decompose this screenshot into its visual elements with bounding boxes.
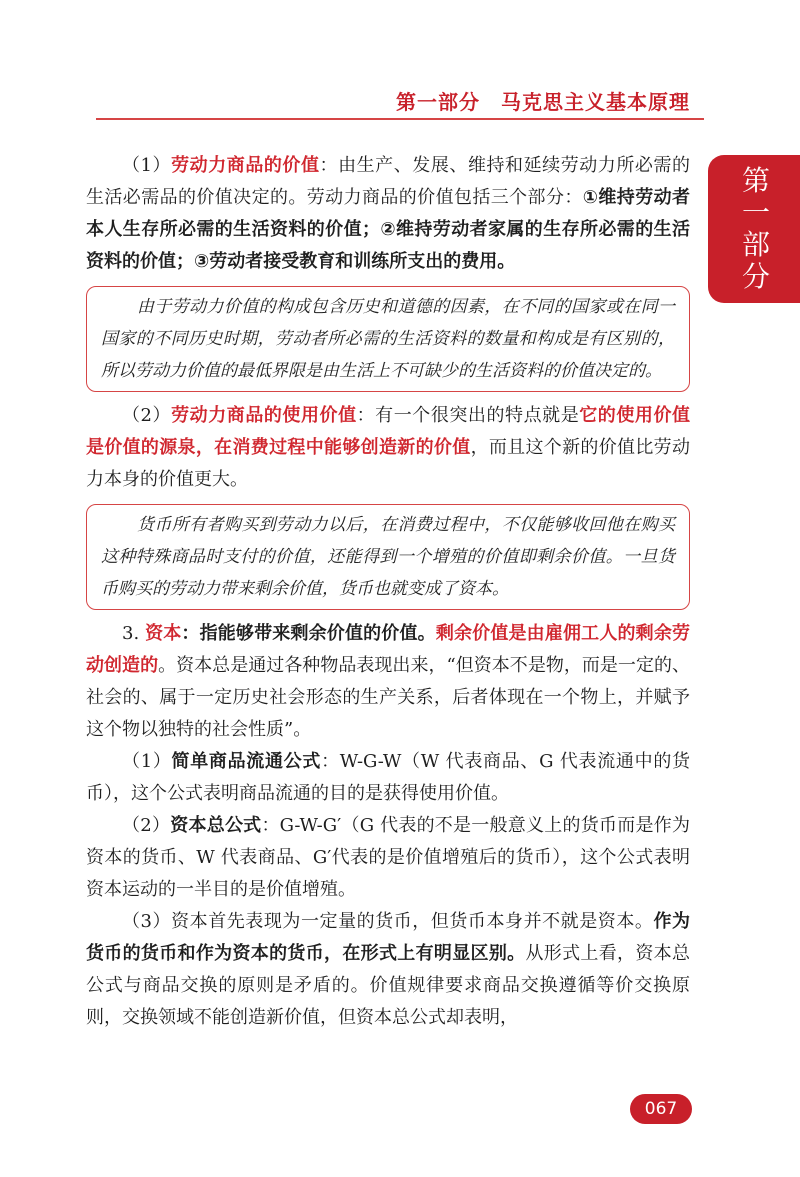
section-tab-char: 分 bbox=[741, 260, 770, 293]
paragraph-text: ：G-W-G′（G 代表的不是一般意义上的货币而是作为资本的货币、W 代表商品、G′代表的是价值增殖后的货币），这个公式表明资本运动的一半目的是价值增殖。 bbox=[86, 815, 691, 900]
term-highlight: 资本 bbox=[145, 623, 182, 644]
section-tab-char: 部 bbox=[741, 228, 770, 261]
item-number: （2） bbox=[122, 815, 171, 836]
item-number: （2） bbox=[122, 405, 172, 426]
section-tab bbox=[708, 155, 800, 303]
term-highlight: 劳动力商品的价值 bbox=[171, 155, 320, 176]
note-text: 由于劳动力价值的构成包含历史和道德的因素，在不同的国家或在同一国家的不同历史时期，劳动者所必需的生活资料的数量和构成是有区别的，所以劳动力价值的最低界限是由生活上不可缺少的生活资料的价值决定的。 bbox=[101, 297, 675, 381]
item-number: （1） bbox=[122, 155, 172, 176]
note-text: 货币所有者购买到劳动力以后，在消费过程中，不仅能够收回他在购买这种特殊商品时支付的价值，还能得到一个增殖的价值即剩余价值。一旦货币购买的劳动力带来剩余价值，货币也就变成了资本。 bbox=[101, 515, 675, 599]
bold-text: 资本总公式 bbox=[170, 815, 262, 836]
paragraph-labor-use-value bbox=[86, 400, 690, 496]
bold-text: ：指能够带来剩余价值的价值。 bbox=[181, 623, 436, 644]
header-divider bbox=[96, 118, 704, 120]
paragraph-labor-value bbox=[86, 150, 690, 278]
note-box bbox=[86, 286, 690, 392]
term-highlight: 劳动力商品的使用价值 bbox=[171, 405, 357, 426]
red-highlight: 剩余价值是由雇佣工人的剩余劳动创造的 bbox=[86, 623, 691, 676]
page-body bbox=[86, 150, 690, 1034]
paragraph-text: ：W-G-W（W 代表商品、G 代表流通中的货币），这个公式表明商品流通的目的是获得使用价值。 bbox=[86, 751, 691, 804]
paragraph-text: 从形式上看，资本总公式与商品交换的原则是矛盾的。价值规律要求商品交换遵循等价交换原则，交换领域不能创造新价值，但资本总公式却表明， bbox=[86, 943, 690, 1028]
item-number: 3. bbox=[122, 623, 146, 644]
paragraph-text: ：有一个很突出的特点就是 bbox=[356, 405, 580, 426]
section-tab-char: 第 bbox=[741, 164, 770, 197]
paragraph-text: ：由生产、发展、维持和延续劳动力所必需的生活必需品的价值决定的。劳动力商品的价值包括三个部分： bbox=[86, 155, 691, 208]
bold-text: 简单商品流通公式 bbox=[171, 751, 322, 772]
bold-text: 作为货币的货币和作为资本的货币，在形式上有明显区别。 bbox=[86, 911, 691, 964]
paragraph-general-formula bbox=[86, 810, 690, 906]
paragraph-capital bbox=[86, 618, 690, 746]
paragraph-capital-money bbox=[86, 906, 690, 1034]
item-number: （1） bbox=[122, 751, 172, 772]
bold-text: ①维持劳动者本人生存所必需的生活资料的价值；②维持劳动者家属的生存所必需的生活资料的价值；③劳动者接受教育和训练所支出的费用。 bbox=[86, 187, 690, 272]
red-highlight: 它的使用价值是价值的源泉，在消费过程中能够创造新的价值 bbox=[86, 405, 691, 458]
paragraph-simple-circulation bbox=[86, 746, 690, 810]
paragraph-text: ，而且这个新的价值比劳动力本身的价值更大。 bbox=[86, 437, 690, 490]
note-box bbox=[86, 504, 690, 610]
paragraph-text: 。资本总是通过各种物品表现出来，“但资本不是物，而是一定的、社会的、属于一定历史社会形态的生产关系，后者体现在一个物上，并赋予这个物以独特的社会性质”。 bbox=[86, 655, 691, 740]
page-number-badge: 067 bbox=[630, 1094, 692, 1124]
section-tab-char: 一 bbox=[741, 196, 770, 229]
running-header: 第一部分 马克思主义基本原理 bbox=[396, 90, 690, 114]
paragraph-text: （3）资本首先表现为一定量的货币，但货币本身并不就是资本。 bbox=[122, 911, 654, 932]
